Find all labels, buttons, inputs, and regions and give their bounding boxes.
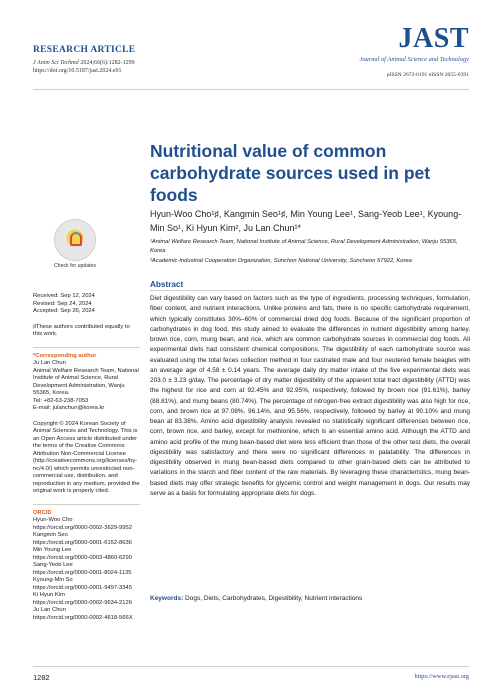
affiliation-2: ²Academic-Industrial Cooperation Organization, Sunchon National University, Suncheon 57922, Korea — [150, 258, 412, 264]
equal-contribution-note: ♯These authors contributed equally to this work. — [33, 323, 130, 337]
article-type: RESEARCH ARTICLE — [33, 45, 136, 55]
orcid-name: Kangmin Seo — [33, 532, 68, 538]
page-number: 1282 — [33, 673, 50, 682]
journal-citation — [33, 60, 283, 66]
article-title: Nutritional value of common carbohydrate sources used in pet foods — [150, 141, 431, 205]
orcid-name: Min Young Lee — [33, 547, 72, 553]
journal-citation-volume: 2024;66(6):1282-1299 — [78, 60, 135, 66]
dates — [33, 293, 140, 316]
orcid-list — [33, 517, 140, 622]
keywords-list: Dogs, Diets, Carbohydrates, Digestibility, Nutrient interactions — [183, 595, 363, 602]
issn: pISSN 2672-0191 eISSN 2055-0391 — [386, 72, 469, 78]
orcid-name: Sang-Yeob Lee — [33, 562, 73, 568]
journal-url[interactable]: https://www.ejast.org — [414, 673, 469, 680]
orcid-block — [33, 510, 140, 623]
sidebar-divider — [33, 504, 140, 505]
affiliation-1: ¹Animal Welfare Research Team, National Institute of Animal Science, Rural Development Administration, Wanju 55365, Korea — [150, 239, 458, 254]
orcid-name: Kyoung-Min So — [33, 577, 73, 583]
orcid-link[interactable]: https://orcid.org/0000-0001-6152-8636 — [33, 539, 132, 546]
journal-full-name: Journal of Animal Science and Technology — [359, 56, 469, 63]
orcid-title: ORCID — [33, 509, 52, 516]
revised-date: Revised: Sep 24, 2024 — [33, 300, 92, 307]
check-for-updates-label[interactable]: Check for updates — [53, 263, 97, 269]
affiliations — [150, 238, 470, 268]
keywords-label: Keywords: — [150, 595, 184, 602]
footer-divider — [33, 666, 469, 667]
orcid-link[interactable]: https://orcid.org/0000-0001-8024-1135 — [33, 569, 132, 576]
orcid-link[interactable]: https://orcid.org/0000-0003-4860-6290 — [33, 554, 132, 561]
copyright-note: Copyright © 2024 Korean Society of Animal Sciences and Technology. This is an Open Access article distributed under the terms of the Creative Commons Attribution Non-Commercial License (http://creativecommons.org/licenses/by-nc/4.0/) which permits unrestricted non-commercial use, distribution, and reproduction in any medium, provided the original work is properly cited. — [33, 420, 140, 494]
received-date: Received: Sep 12, 2024 — [33, 293, 95, 299]
check-for-updates-icon[interactable] — [54, 219, 96, 261]
orcid-name: Ki Hyun Kim — [33, 592, 65, 598]
orcid-link[interactable]: https://orcid.org/0000-0002-9634-2126 — [33, 599, 132, 606]
orcid-link[interactable]: https://orcid.org/0000-0002-3629-9952 — [33, 524, 132, 531]
accepted-date: Accepted: Sep 26, 2024 — [33, 308, 95, 314]
sidebar-divider — [33, 347, 140, 348]
abstract-text: Diet digestibility can vary based on factors such as the type of ingredients, processing techniques, formulation, fiber content, and nutrient interactions. Unlike proteins and fats, there is no specific carbohydrate requirement, which typically constitutes 30%–60% of commercial dried dog foods. Because of the significant proportion of carbohydrates in dog food, this study aimed to evaluate the differences in nutrient digestibility among barley, brown rice, corn, mung bean, and rice, which are common carbohydrate sources in commercial dog foods. All experimental diets had consistent chemical compositions. The digestibility of each carbohydrate source was evaluated using the total feces collection method in four castrated male and four neutered female beagles with an average age of 4.58 ± 0.14 years. The average daily dry matter intake of the five experimental diets was 203.0 ± 3.23 g/day. The percentage of dry matter digestibility of the apparent total tract digestibility (ATTD) was the highest for rice and corn at 92.45% and 92.95%, respectively, followed by brown rice (91.61%), barley (88.81%), and mung beans (80.74%). The percentage of nitrogen-free extract digestibility was also high for rice, corn, and brown rice at 97.08%, 96.14%, and 95.56%, respectively, followed by barley at 90.10% and mung bean at 83.38%. Amino acid digestibility analysis revealed no statistically significant differences between rice, corn, brown rice, and barley, except for methionine, which is an essential amino acid. Although the ATTD and amino acid profile of the mung bean-based diet were less efficient than those of the other test diets, the overall digestibility was satisfactory and there were no significant differences in palatability. The differences in digestibility observed in mung bean-based diets compared to other grain-based diets can be attributed to variations in the starch and fiber content of the raw materials. By leveraging these characteristics, mung bean-based diets may offer strategic benefits for glycemic control and weight management in dogs. Our results may serve as a basis for formulating appropriate diets for dogs. — [150, 295, 470, 497]
header-right — [269, 24, 469, 78]
orcid-name: Hyun-Woo Cho — [33, 517, 73, 523]
orcid-name: Ju Lan Chun — [33, 607, 66, 613]
header-divider — [33, 89, 469, 90]
orcid-link[interactable]: https://orcid.org/0000-0001-9497-3345 — [33, 584, 132, 591]
keywords — [150, 595, 470, 602]
orcid-link[interactable]: https://orcid.org/0000-0002-4618-566X — [33, 614, 133, 621]
header-left — [33, 45, 283, 74]
corresponding-title: *Corresponding author — [33, 352, 97, 359]
author-list: Hyun-Woo Cho¹♯, Kangmin Seo¹♯, Min Young Lee¹, Sang-Yeob Lee¹, Kyoung-Min So¹, Ki Hyun Kim², Ju Lan Chun¹* — [150, 209, 462, 233]
bookmark-icon — [70, 232, 82, 246]
sidebar — [33, 293, 140, 630]
corresponding-author — [33, 353, 140, 413]
doi-link[interactable]: https://doi.org/10.5187/jast.2024.e91 — [33, 68, 122, 74]
corresponding-body: Ju Lan Chun Animal Welfare Research Team, National Institute of Animal Science, Rural Development Administration, Wanju 55365, Korea. Tel: +82-63-238-7053 E-mail: julanchun@korea.kr — [33, 360, 139, 411]
abstract-heading: Abstract — [150, 280, 184, 289]
journal-citation-name: J Anim Sci Technol — [33, 60, 79, 66]
abstract-divider — [150, 290, 470, 291]
journal-logo: JAST — [398, 23, 469, 54]
